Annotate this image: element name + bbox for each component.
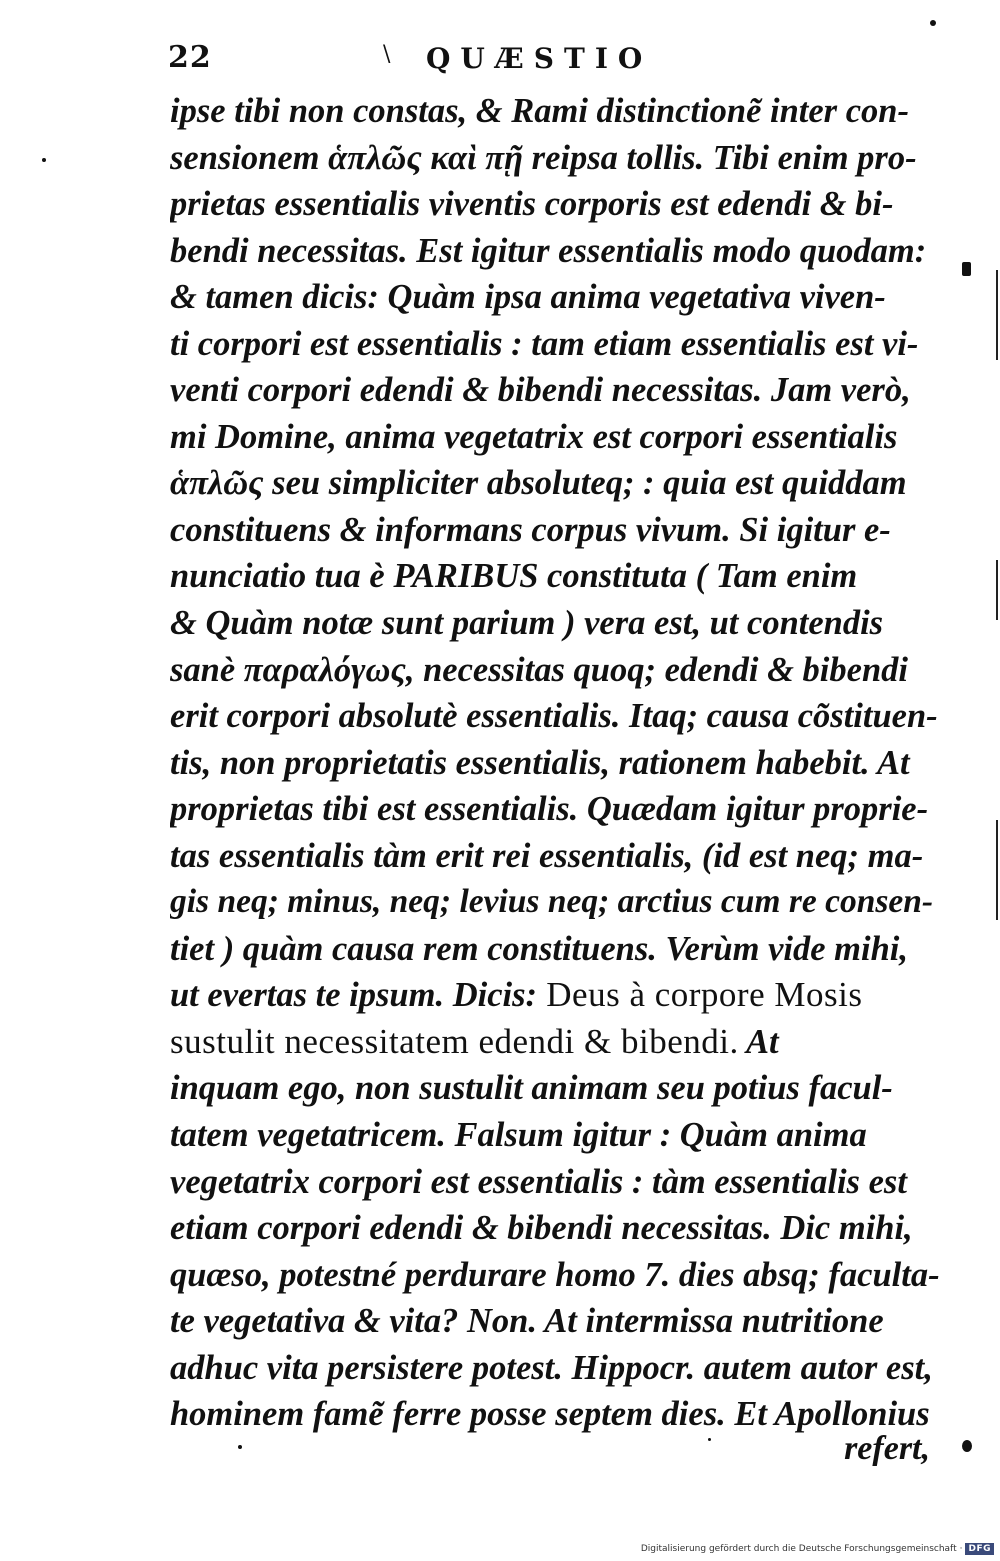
text-line (170, 926, 940, 973)
line-text: proprietas tibi est essentialis. Quædam igitur proprie- (170, 790, 929, 829)
text-line (170, 228, 940, 275)
line-roman-text: sustulit necessitatem edendi & bibendi. (170, 1021, 739, 1061)
text-block (170, 88, 940, 1438)
line-text: ipse tibi non constas, & Rami distinctionẽ inter con- (170, 92, 909, 130)
text-line (170, 879, 940, 926)
line-text: nunciatio tua è PARIBUS constituta ( Tam enim (170, 557, 858, 596)
line-text: etiam corpori edendi & bibendi necessitas. Dic mihi, (170, 1209, 913, 1248)
text-line (170, 507, 940, 554)
scan-speck (962, 1440, 972, 1452)
footer: Digitalisierung gefördert durch die Deutsche Forschungsgemeinschaft · DFG (641, 1543, 994, 1555)
text-line (170, 274, 940, 321)
line-text: bendi necessitas. Est igitur essentialis modo quodam: (170, 231, 927, 270)
text-line (170, 693, 940, 740)
text-line (170, 1019, 940, 1066)
text-line (170, 88, 940, 135)
scan-speck (962, 262, 971, 276)
scan-speck (708, 1438, 711, 1441)
line-text: quæso, potestné perdurare homo 7. dies absq; faculta- (170, 1255, 940, 1294)
line-text: te vegetativa & vita? Non. At intermissa nutritione (170, 1302, 884, 1341)
text-line (170, 181, 940, 228)
text-line (170, 972, 940, 1019)
scan-edge-line (996, 270, 998, 360)
text-line (170, 600, 940, 647)
text-line (170, 1345, 940, 1392)
text-line (170, 1298, 940, 1345)
line-tail-text: At (738, 1022, 779, 1061)
line-text: tatem vegetatricem. Falsum igitur : Quàm anima (170, 1116, 867, 1155)
header-mark: \ (383, 42, 391, 67)
scan-speck (42, 158, 46, 162)
catchword: refert, (844, 1430, 930, 1467)
text-line (170, 460, 940, 507)
line-text: tis, non proprietatis essentialis, rationem habebit. At (170, 743, 910, 782)
text-line (170, 647, 940, 694)
text-line (170, 1112, 940, 1159)
line-text: gis neq; minus, neq; levius neq; arctius cum re consen- (170, 883, 934, 921)
line-text: & tamen dicis: Quàm ipsa anima vegetativa viven- (170, 278, 886, 317)
text-line (170, 1252, 940, 1299)
text-line (170, 1391, 940, 1438)
dfg-logo: DFG (965, 1543, 994, 1555)
line-text: adhuc vita persistere potest. Hippocr. autem autor est, (170, 1348, 933, 1387)
line-text: tiet ) quàm causa rem constituens. Verùm vide mihi, (170, 929, 908, 968)
digitization-credit: Digitalisierung gefördert durch die Deutsche Forschungsgemeinschaft (640, 1544, 957, 1554)
text-line (170, 414, 940, 461)
scan-speck (930, 20, 936, 26)
text-line (170, 833, 940, 880)
line-text: ut evertas te ipsum. Dicis: (170, 976, 538, 1015)
text-line (170, 135, 940, 182)
text-line (170, 1205, 940, 1252)
text-line (170, 321, 940, 368)
text-line (170, 740, 940, 787)
scan-speck (238, 1445, 242, 1449)
line-text: mi Domine, anima vegetatrix est corpori essentialis (170, 417, 898, 456)
line-text: venti corpori edendi & bibendi necessitas. Jam verò, (170, 371, 911, 410)
line-text: sensionem ἁπλῶς καὶ πῇ reipsa tollis. Tibi enim pro- (170, 138, 917, 177)
page-header (168, 40, 688, 80)
text-line (170, 367, 940, 414)
text-line (170, 1159, 940, 1206)
line-text: tas essentialis tàm erit rei essentialis, (id est neq; ma- (170, 836, 924, 875)
text-line (170, 786, 940, 833)
line-text: erit corpori absolutè essentialis. Itaq; causa cõstituen- (170, 697, 938, 736)
text-line (170, 553, 940, 600)
line-text: vegetatrix corpori est essentialis : tàm essentialis est (170, 1162, 907, 1201)
text-line (170, 1065, 940, 1112)
line-text: prietas essentialis viventis corporis est edendi & bi- (170, 185, 894, 224)
running-head: QUÆSTIO (426, 42, 653, 75)
line-text: sanè παραλόγως, necessitas quoq; edendi & bibendi (170, 650, 908, 689)
line-text: inquam ego, non sustulit animam seu potius facul- (170, 1069, 893, 1108)
line-roman-text: Deus à corpore Mosis (537, 975, 863, 1015)
line-text: constituens & informans corpus vivum. Si igitur e- (170, 510, 891, 549)
line-text: ἁπλῶς seu simpliciter absoluteq; : quia est quiddam (170, 464, 907, 503)
line-text: ti corpori est essentialis : tam etiam essentialis est vi- (170, 324, 919, 363)
page-number: 22 (168, 40, 212, 75)
line-text: & Quàm notæ sunt parium ) vera est, ut contendis (170, 604, 884, 643)
scan-edge-line (996, 820, 998, 920)
line-text: hominem famẽ ferre posse septem dies. Et Apollonius (170, 1395, 930, 1434)
scan-edge-line (996, 560, 998, 620)
